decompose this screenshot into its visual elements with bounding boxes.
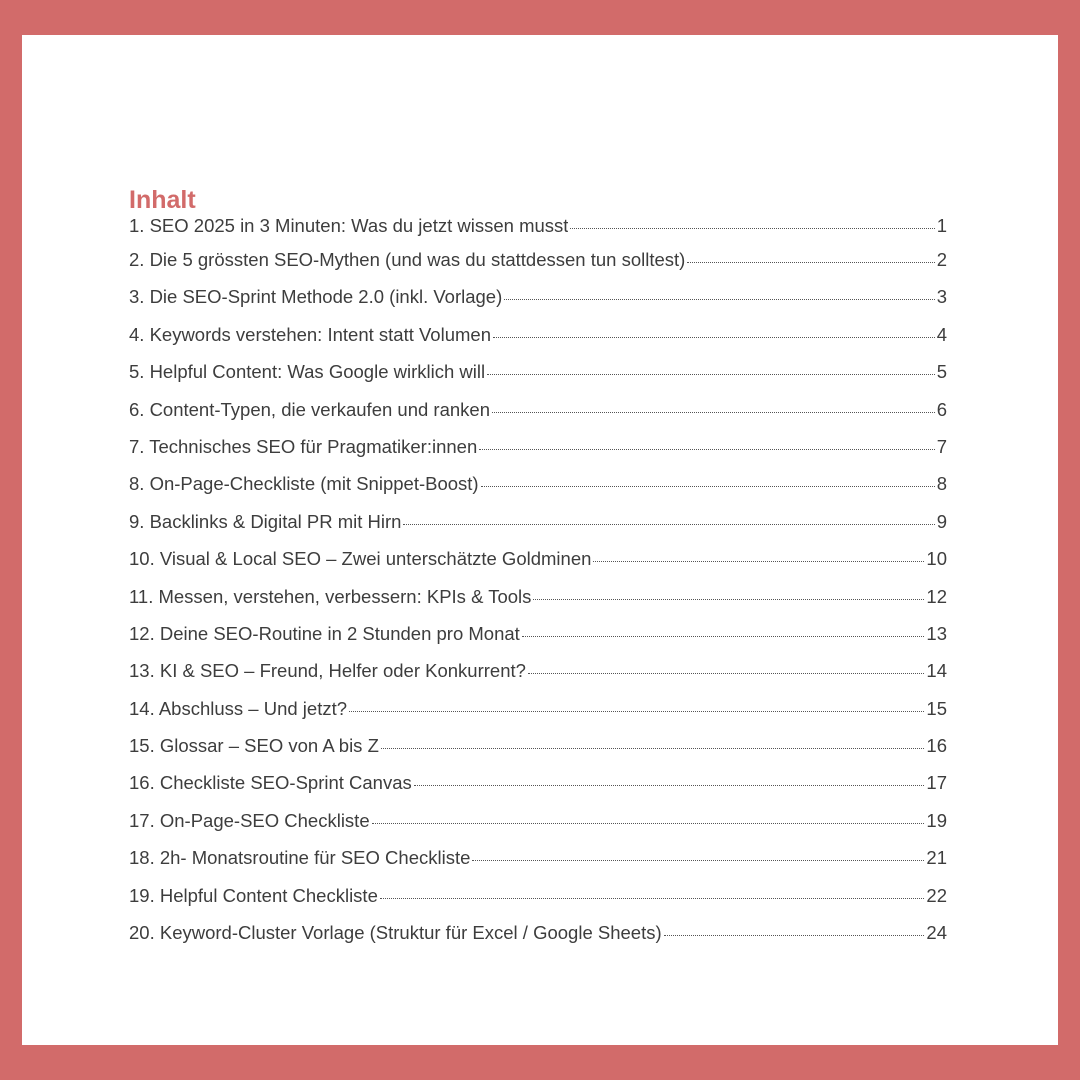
toc-entry-page-number: 12 [926, 585, 947, 607]
toc-entry[interactable] [129, 735, 947, 772]
toc-entry[interactable] [129, 660, 947, 697]
toc-entry-page-number: 7 [936, 435, 947, 457]
toc-entry-title: 6. Content-Typen, die verkaufen und ranken [129, 398, 490, 420]
toc-entry-title: 16. Checkliste SEO-Sprint Canvas [129, 772, 412, 794]
toc-entry[interactable] [129, 772, 947, 809]
toc-leader-dots [493, 337, 935, 338]
toc-leader-dots [479, 449, 934, 450]
toc-entry-page-number: 17 [926, 772, 947, 794]
toc-entry-page-number: 3 [936, 286, 947, 308]
toc-entry[interactable] [129, 361, 947, 398]
toc-leader-dots [381, 748, 925, 749]
toc-entry-page-number: 2 [936, 249, 947, 270]
toc-entry-page-number: 14 [926, 660, 947, 682]
toc-entry-title: 2. Die 5 grössten SEO-Mythen (und was du stattdessen tun solltest) [129, 249, 686, 270]
toc-entry[interactable] [129, 286, 947, 323]
toc-entry-title: 1. SEO 2025 in 3 Minuten: Was du jetzt wissen musst [129, 215, 569, 236]
toc-entry[interactable] [129, 215, 947, 249]
toc-entry[interactable] [129, 473, 947, 510]
toc-list [129, 215, 947, 959]
toc-entry[interactable] [129, 324, 947, 361]
toc-entry[interactable] [129, 586, 947, 623]
toc-leader-dots [504, 299, 934, 300]
toc-entry-page-number: 5 [936, 361, 947, 383]
toc-entry[interactable] [129, 623, 947, 660]
toc-entry[interactable] [129, 436, 947, 473]
toc-entry-title: 10. Visual & Local SEO – Zwei unterschätzte Goldminen [129, 548, 592, 570]
toc-leader-dots [472, 860, 924, 861]
toc-entry-title: 15. Glossar – SEO von A bis Z [129, 735, 379, 757]
toc-entry-title: 12. Deine SEO-Routine in 2 Stunden pro Monat [129, 622, 520, 644]
toc-entry[interactable] [129, 847, 947, 884]
toc-entry-title: 17. On-Page-SEO Checkliste [129, 809, 370, 831]
toc-entry-title: 19. Helpful Content Checkliste [129, 884, 378, 906]
toc-entry-page-number: 24 [926, 922, 947, 944]
toc-entry[interactable] [129, 922, 947, 959]
toc-entry-page-number: 8 [936, 473, 947, 495]
toc-leader-dots [533, 599, 924, 600]
toc-leader-dots [593, 561, 924, 562]
document-page [22, 35, 1058, 1045]
toc-leader-dots [414, 785, 925, 786]
toc-leader-dots [522, 636, 925, 637]
toc-entry-title: 5. Helpful Content: Was Google wirklich will [129, 361, 486, 383]
toc-entry-title: 20. Keyword-Cluster Vorlage (Struktur für Excel / Google Sheets) [129, 922, 662, 944]
toc-entry-title: 7. Technisches SEO für Pragmatiker:innen [129, 435, 478, 457]
toc-leader-dots [492, 412, 935, 413]
toc-entry-page-number: 15 [926, 697, 947, 719]
toc-entry-title: 4. Keywords verstehen: Intent statt Volumen [129, 323, 491, 345]
toc-entry-title: 14. Abschluss – Und jetzt? [129, 697, 348, 719]
toc-entry[interactable] [129, 885, 947, 922]
toc-title: Inhalt [129, 186, 196, 214]
toc-entry-title: 13. KI & SEO – Freund, Helfer oder Konkurrent? [129, 660, 526, 682]
toc-leader-dots [403, 524, 934, 525]
toc-entry-title: 3. Die SEO-Sprint Methode 2.0 (inkl. Vorlage) [129, 286, 503, 308]
toc-entry-title: 11. Messen, verstehen, verbessern: KPIs & Tools [129, 585, 532, 607]
toc-leader-dots [687, 262, 934, 263]
toc-leader-dots [372, 823, 925, 824]
toc-entry[interactable] [129, 548, 947, 585]
toc-leader-dots [664, 935, 925, 936]
toc-leader-dots [528, 673, 924, 674]
toc-entry[interactable] [129, 698, 947, 735]
toc-entry[interactable] [129, 249, 947, 286]
toc-entry-page-number: 1 [936, 215, 947, 236]
toc-leader-dots [570, 228, 934, 229]
toc-leader-dots [487, 374, 935, 375]
toc-entry-page-number: 16 [926, 735, 947, 757]
toc-entry-page-number: 13 [926, 622, 947, 644]
toc-entry-page-number: 9 [936, 510, 947, 532]
toc-entry-page-number: 19 [926, 809, 947, 831]
toc-leader-dots [481, 486, 935, 487]
toc-entry-title: 9. Backlinks & Digital PR mit Hirn [129, 510, 402, 532]
toc-leader-dots [380, 898, 925, 899]
toc-entry-page-number: 6 [936, 398, 947, 420]
toc-entry[interactable] [129, 810, 947, 847]
toc-entry-page-number: 10 [926, 548, 947, 570]
toc-entry-page-number: 22 [926, 884, 947, 906]
toc-entry[interactable] [129, 511, 947, 548]
toc-entry-title: 8. On-Page-Checkliste (mit Snippet-Boost) [129, 473, 479, 495]
table-of-contents [129, 185, 947, 959]
toc-leader-dots [349, 711, 924, 712]
toc-entry-page-number: 4 [936, 323, 947, 345]
toc-entry-title: 18. 2h- Monatsroutine für SEO Checkliste [129, 847, 471, 869]
toc-entry[interactable] [129, 399, 947, 436]
toc-entry-page-number: 21 [926, 847, 947, 869]
